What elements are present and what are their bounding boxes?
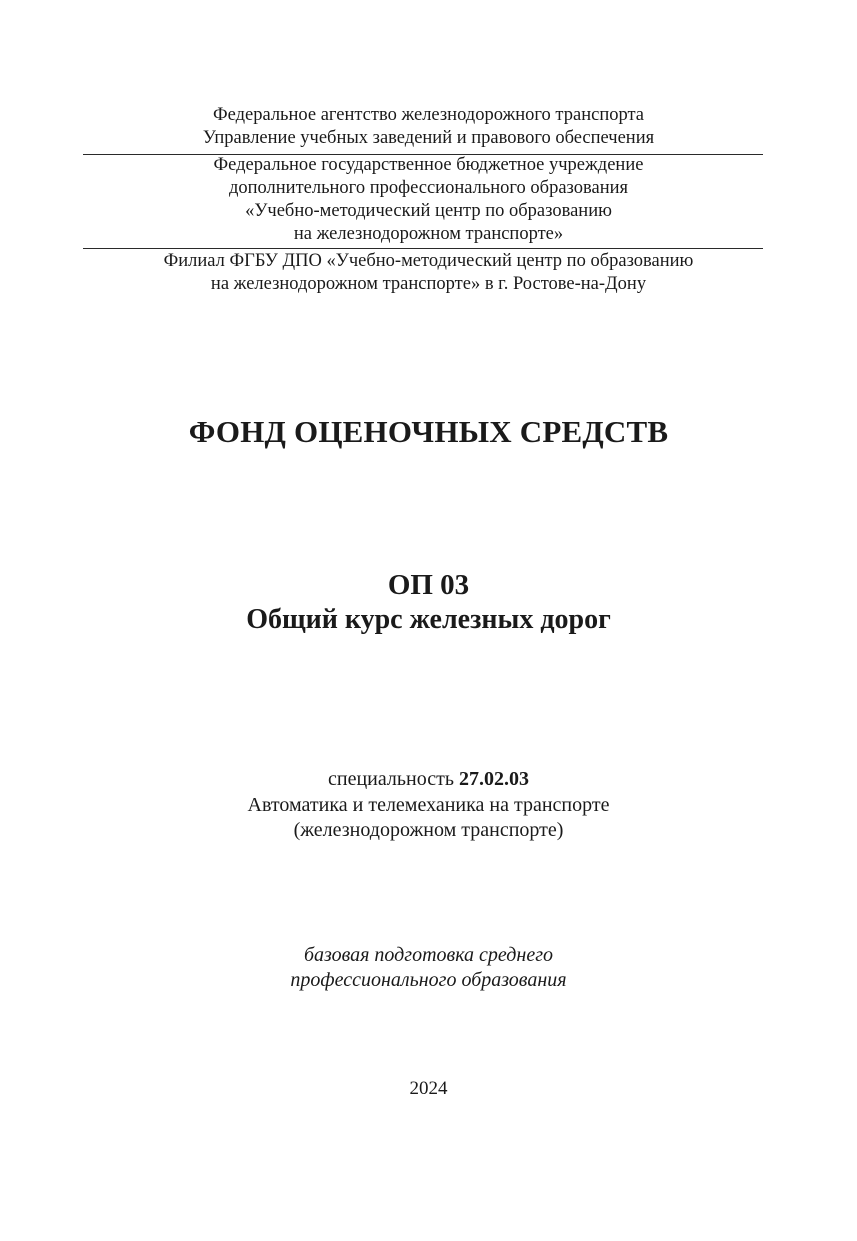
branch-name-line-1: Филиал ФГБУ ДПО «Учебно-методический центр по образованию (163, 251, 694, 271)
document-title: ФОНД ОЦЕНОЧНЫХ СРЕДСТВ (188, 414, 669, 449)
agency-name-line-2: Управление учебных заведений и правового обеспечения (202, 128, 655, 148)
institution-name-line-3: «Учебно-методический центр по образованию (245, 201, 612, 221)
institution-name-line-2: дополнительного профессионального образования (228, 178, 629, 198)
specialty-name-line-1: Автоматика и телемеханика на транспорте (247, 794, 610, 816)
agency-name-line-1: Федеральное агентство железнодорожного транспорта (212, 105, 644, 125)
subject-name: Общий курс железных дорог (246, 604, 611, 635)
training-level-line-2: профессионального образования (290, 969, 567, 991)
specialty-name-line-2: (железнодорожном транспорте) (293, 819, 564, 841)
publication-year: 2024 (409, 1078, 448, 1099)
institution-name-line-4: на железнодорожном транспорте» (293, 224, 564, 244)
institution-name-line-1: Федеральное государственное бюджетное учреждение (213, 155, 644, 175)
specialty-line (0, 767, 857, 791)
branch-name-line-2: на железнодорожном транспорте» в г. Ростове-на-Дону (210, 274, 647, 294)
specialty-prefix: специальность (328, 768, 459, 790)
training-level-line-1: базовая подготовка среднего (303, 944, 554, 966)
header-divider-bottom (83, 248, 763, 249)
subject-code: ОП 03 (387, 569, 470, 601)
specialty-code: 27.02.03 (458, 768, 529, 790)
